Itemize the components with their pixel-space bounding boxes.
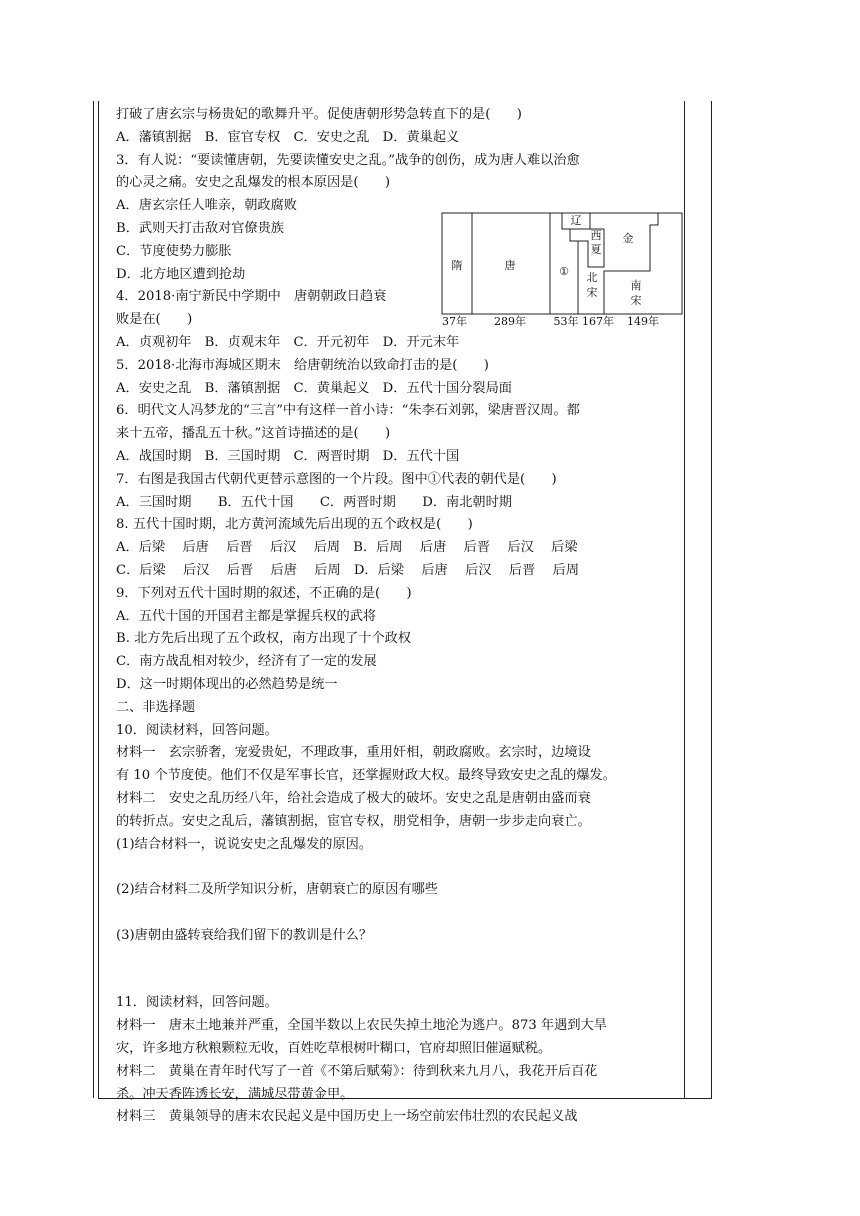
five-dynasties-song-divider bbox=[562, 213, 578, 314]
material-line: 材料二 黄巢在青年时代写了一首《不第后赋菊》：待到秋来九月八，我花开后百花 bbox=[116, 1063, 598, 1079]
dynasty-label-nansong-1: 南 bbox=[630, 279, 642, 292]
option-line: C．节度使势力膨胀 bbox=[116, 243, 232, 259]
material-line: 杀。冲天香阵透长安，满城尽带黄金甲。 bbox=[116, 1086, 354, 1102]
option-line: B. 北方先后出现了五个政权，南方出现了十个政权 bbox=[116, 631, 412, 647]
duration-label: 53年 bbox=[553, 315, 579, 327]
material-line: 有 10 个节度使。他们不仅是军事长官，还掌握财政大权。最终导致安史之乱的爆发。 bbox=[116, 768, 616, 784]
question-4-options: A．贞观初年 B．贞观末年 C．开元初年 D．开元末年 bbox=[116, 334, 460, 350]
text-line: 败是在( ) bbox=[116, 312, 193, 328]
dynasty-timeline-diagram bbox=[440, 211, 684, 327]
dynasty-label-xixia-1: 西 bbox=[590, 229, 602, 242]
dynasty-label-beisong-1: 北 bbox=[586, 271, 598, 284]
material-line: 的转折点。安史之乱后，藩镇割据，宦官专权，朋党相争，唐朝一步步走向衰亡。 bbox=[116, 813, 591, 829]
question-11-stem: 11．阅读材料，回答问题。 bbox=[116, 995, 278, 1011]
material-line: 材料一 玄宗骄奢，宠爱贵妃，不理政事，重用奸相，朝政腐败。玄宗时，边境设 bbox=[116, 745, 591, 761]
material-line: 灾，许多地方秋粮颗粒无收，百姓吃草根树叶糊口，官府却照旧催逼赋税。 bbox=[116, 1041, 552, 1057]
option-line: B．武则天打击敌对官僚贵族 bbox=[116, 220, 284, 236]
duration-label: 37年 bbox=[442, 315, 467, 327]
answer-space bbox=[116, 902, 686, 925]
question-8-options-cd: C．后梁 后汉 后晋 后唐 后周 D．后梁 后唐 后汉 后晋 后周 bbox=[116, 562, 580, 578]
material-line: 材料三 黄巢领导的唐末农民起义是中国历史上一场空前宏伟壮烈的农民起义战 bbox=[116, 1109, 578, 1125]
dynasty-label: 辽 bbox=[570, 214, 582, 227]
option-line: C．南方战乱相对较少，经济有了一定的发展 bbox=[116, 654, 377, 670]
timeline-svg bbox=[440, 211, 684, 327]
question-2-options: A．藩镇割据 B．宦官专权 C．安史之乱 D．黄巢起义 bbox=[116, 129, 460, 145]
dynasty-label-nansong-2: 宋 bbox=[630, 294, 642, 307]
question-8-stem: 8. 五代十国时期，北方黄河流域先后出现的五个政权是( ) bbox=[116, 517, 473, 533]
duration-label: 149年 bbox=[627, 315, 659, 327]
question-5-options: A．安史之乱 B．藩镇割据 C．黄巢起义 D．五代十国分裂局面 bbox=[116, 380, 512, 396]
question-7-options: A．三国时期 B．五代十国 C．两晋时期 D．南北朝时期 bbox=[116, 494, 512, 510]
dynasty-label: ① bbox=[559, 265, 569, 278]
answer-space bbox=[116, 856, 686, 879]
question-4-stem: 4．2018·南宁新民中学期中 唐朝朝政日趋衰 bbox=[116, 289, 387, 305]
duration-label: 289年 bbox=[494, 315, 526, 327]
answer-space bbox=[116, 947, 686, 992]
option-line: A．五代十国的开国君主都是掌握兵权的武将 bbox=[116, 608, 377, 624]
material-line: 材料二 安史之乱历经八年，给社会造成了极大的破坏。安史之乱是唐朝由盛而衰 bbox=[116, 790, 591, 806]
question-5-stem: 5．2018·北海市海城区期末 给唐朝统治以致命打击的是( ) bbox=[116, 357, 489, 373]
question-8-options-ab: A．后梁 后唐 后晋 后汉 后周 B．后周 后唐 后晋 后汉 后梁 bbox=[116, 540, 578, 556]
dynasty-label: 唐 bbox=[504, 259, 516, 272]
question-9-stem: 9．下列对五代十国时期的叙述，不正确的是( ) bbox=[116, 585, 412, 601]
sub-question: (1)结合材料一，说说安史之乱爆发的原因。 bbox=[116, 836, 373, 852]
dynasty-label: 隋 bbox=[451, 259, 463, 272]
question-3-stem: 3．有人说：“要读懂唐朝，先要读懂安史之乱。”战争的创伤，成为唐人难以治愈 bbox=[116, 152, 580, 168]
option-line: D．这一时期体现出的必然趋势是统一 bbox=[116, 676, 338, 692]
text-line: 的心灵之痛。安史之乱爆发的根本原因是( ) bbox=[116, 175, 391, 191]
sub-question: (3)唐朝由盛转衰给我们留下的教训是什么？ bbox=[116, 927, 373, 943]
question-10-stem: 10．阅读材料，回答问题。 bbox=[116, 722, 278, 738]
option-line: D．北方地区遭到抢劫 bbox=[116, 266, 246, 282]
question-7-stem: 7．右图是我国古代朝代更替示意图的一个片段。图中①代表的朝代是( ) bbox=[116, 471, 557, 487]
question-6-options: A．战国时期 B．三国时期 C．两晋时期 D．五代十国 bbox=[116, 448, 460, 464]
material-line: 材料一 唐末土地兼并严重，全国半数以上农民失掉土地沦为逃户。873 年遇到大旱 bbox=[116, 1018, 607, 1034]
dynasty-label: 金 bbox=[622, 232, 634, 245]
dynasty-label-xixia-2: 夏 bbox=[590, 243, 602, 256]
option-line: A．唐玄宗任人唯亲，朝政腐败 bbox=[116, 198, 297, 214]
dynasty-label-beisong-2: 宋 bbox=[586, 286, 598, 299]
duration-label: 167年 bbox=[582, 315, 614, 327]
question-6-stem: 6．明代文人冯梦龙的“三言”中有这样一首小诗：“朱李石刘郭，梁唐晋汉周。都 bbox=[116, 403, 580, 419]
text-line: 打破了唐玄宗与杨贵妃的歌舞升平。促使唐朝形势急转直下的是( ) bbox=[116, 107, 522, 122]
sub-question: (2)结合材料二及所学知识分析，唐朝衰亡的原因有哪些 bbox=[116, 882, 438, 898]
text-line: 来十五帝，播乱五十秋。”这首诗描述的是( ) bbox=[116, 426, 391, 442]
section-heading: 二、非选择题 bbox=[116, 699, 196, 715]
